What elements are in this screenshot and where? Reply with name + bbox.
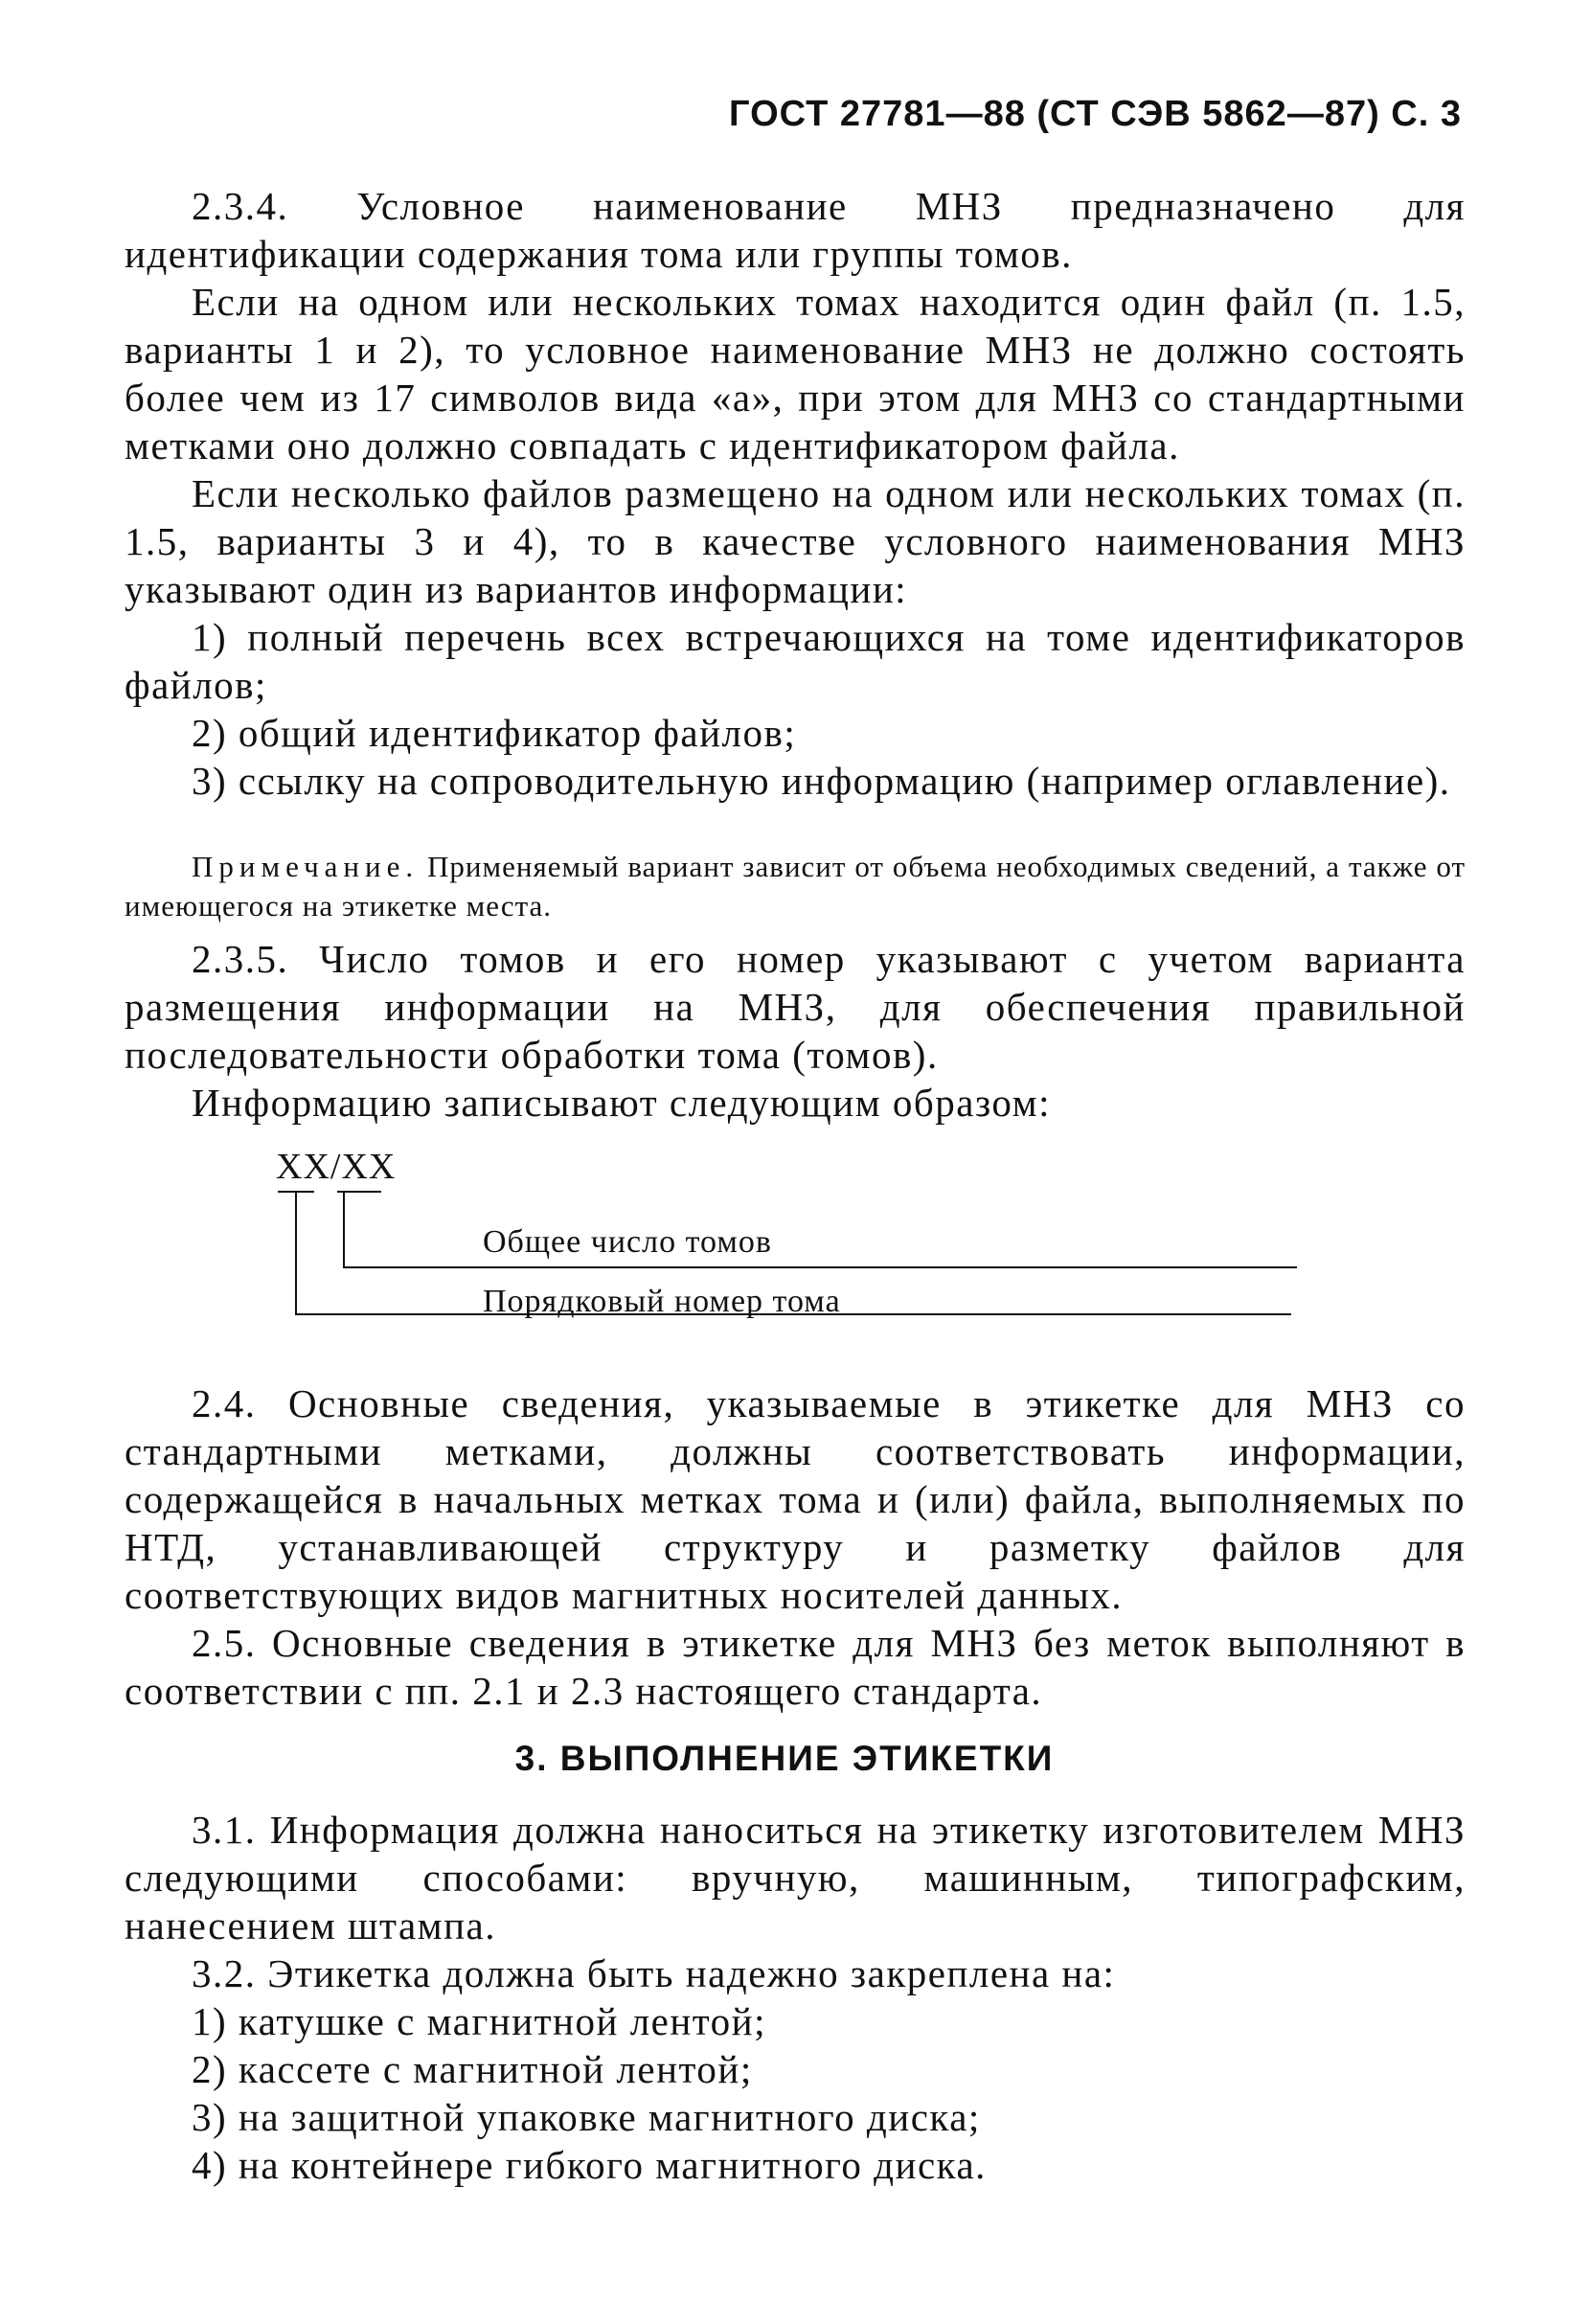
leader-line-total (343, 1193, 345, 1267)
list-item: 3) ссылку на сопроводительную информацию (например оглавление). (192, 759, 1451, 803)
list-item: 1) катушке с магнитной лентой; (192, 1999, 767, 2043)
paragraph: 2.4. Основные сведения, указываемые в этикетке для МНЗ со стандартными метками, должны соответствовать информации, содержащейся в начальных метках тома и (или) файла, выполняемых по НТД, устанавливающей структуру и разметку файлов для соответствующих видов магнитных носителей данных. (125, 1381, 1466, 1617)
paragraph: 3.1. Информация должна наноситься на этикетку изготовителем МНЗ следующими способами: вручную, машинным, типографским, нанесением штампа. (125, 1808, 1466, 1948)
section-2-3-5 (125, 935, 1466, 1127)
paragraph: 2.3.5. Число томов и его номер указывают с учетом варианта размещения информации на МНЗ, для обеспечения правильной последовательности обработки тома (томов). (125, 937, 1466, 1077)
section-2-4-2-5 (125, 1379, 1466, 1715)
paragraph: Если несколько файлов размещено на одном или нескольких томах (п. 1.5, варианты 3 и 4), то в качестве условного наименования МНЗ указывают один из вариантов информации: (125, 471, 1466, 611)
label-volume-number: Порядковый номер тома (483, 1284, 841, 1319)
list-item: 3) на защитной упаковке магнитного диска; (192, 2095, 981, 2139)
note-text: Применяемый вариант зависит от объема необходимых сведений, а также от имеющегося на этикетке места. (125, 850, 1466, 923)
note (125, 847, 1466, 925)
section-3 (125, 1806, 1466, 2189)
section-2-3-4 (125, 182, 1466, 805)
paragraph: Информацию записывают следующим образом: (192, 1081, 1051, 1125)
volume-code: XX/XX (276, 1147, 397, 1187)
label-total-volumes: Общее число томов (483, 1224, 772, 1260)
leader-line-number (295, 1193, 297, 1314)
paragraph: 2.5. Основные сведения в этикетке для МНЗ без меток выполняют в соответствии с пп. 2.1 и 2.3 настоящего стандарта. (125, 1621, 1466, 1713)
list-item: 1) полный перечень всех встречающихся на томе идентификаторов файлов; (125, 615, 1466, 707)
paragraph: Если на одном или нескольких томах находится один файл (п. 1.5, варианты 1 и 2), то условное наименование МНЗ не должно состоять более чем из 17 символов вида «а», при этом для МНЗ со стандартными метками оно должно совпадать с идентификатором файла. (125, 280, 1466, 467)
list-item: 2) общий идентификатор файлов; (192, 711, 797, 755)
paragraph: 3.2. Этикетка должна быть надежно закреплена на: (192, 1951, 1116, 1995)
list-item: 2) кассете с магнитной лентой; (192, 2047, 753, 2091)
section-heading: 3. ВЫПОЛНЕНИЕ ЭТИКЕТКИ (514, 1739, 1055, 1778)
list-item: 4) на контейнере гибкого магнитного диска. (192, 2143, 987, 2187)
leader-rule-total (343, 1266, 1297, 1268)
paragraph: 2.3.4. Условное наименование МНЗ предназначено для идентификации содержания тома или группы томов. (125, 184, 1466, 276)
page-header: ГОСТ 27781—88 (СТ СЭВ 5862—87) С. 3 (729, 94, 1462, 134)
note-label: Примечание. (192, 850, 420, 883)
